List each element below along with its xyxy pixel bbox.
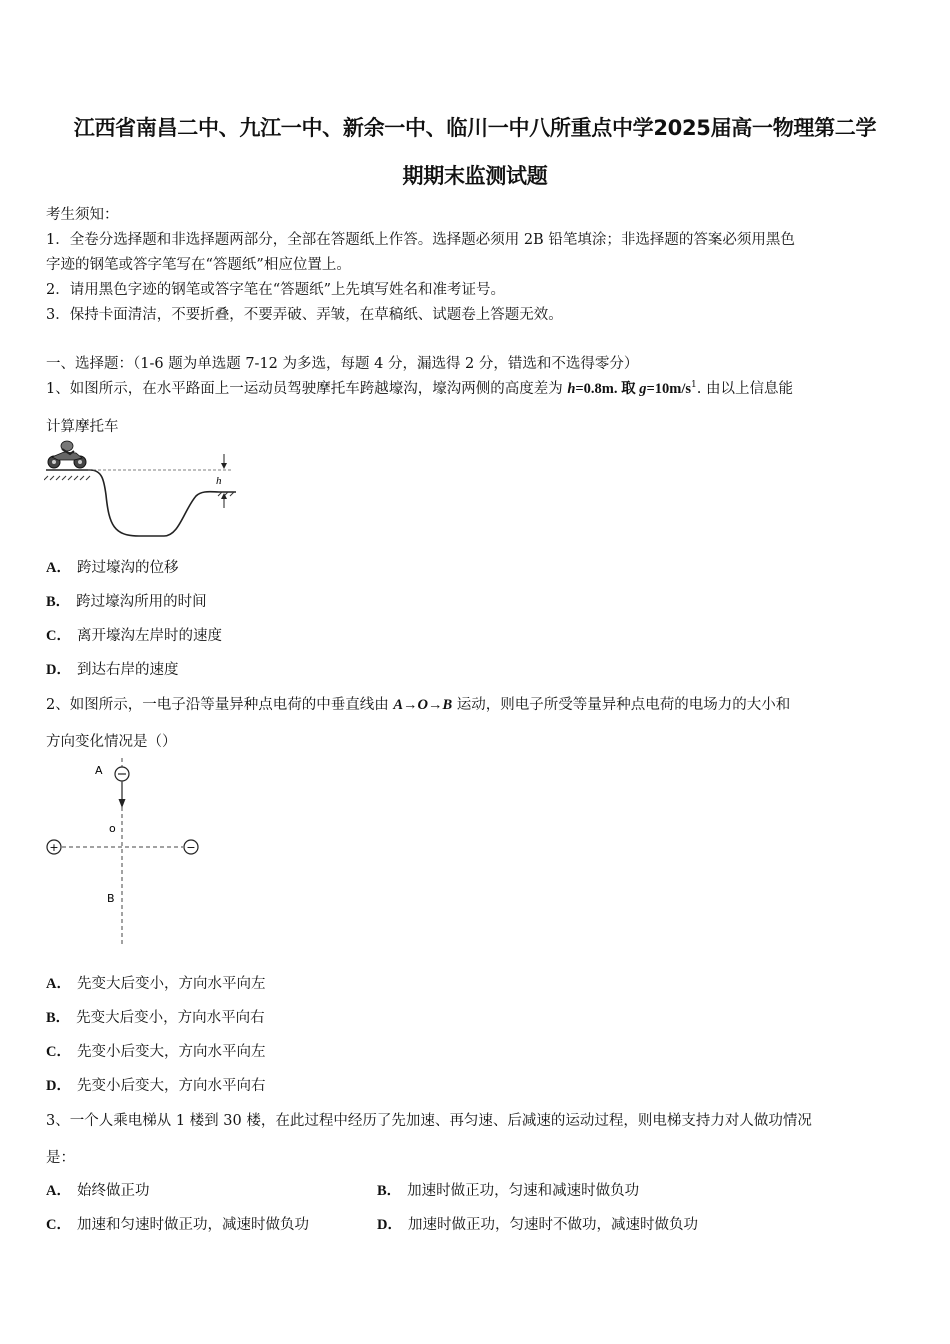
section-heading: 一、选择题：（1-6 题为单选题 7-12 为多选，每题 4 分，漏选得 2 分，错选和不选得零分） [46,356,639,372]
q3-stem: 3、一个人乘电梯从 1 楼到 30 楼，在此过程中经历了先加速、再匀速、后减速的运动过程，则电梯支持力对人做功情况 [46,1113,812,1129]
option-letter: C． [46,1217,71,1233]
option-text: 跨过壕沟的位移 [76,560,179,576]
q1-stem-part: =0.8m. 取 [575,381,640,397]
option-text: 到达右岸的速度 [76,662,179,678]
option-text: 加速和匀速时做正功，减速时做负功 [76,1217,309,1233]
q1-stem-part: . 由以上信息能 [696,381,793,397]
q1-option-b[interactable] [46,590,207,611]
motorcycle-icon [48,441,86,468]
q2-option-d[interactable] [46,1074,265,1095]
q1-stem-part: =10m/s [646,381,692,397]
page-title-line2: 期期末监测试题 [402,164,548,188]
option-letter: B． [46,1010,71,1026]
q2-stem-part: 2、如图所示，一电子沿等量异种点电荷的中垂直线由 [46,697,394,713]
q1-option-d[interactable] [46,658,178,679]
option-text: 先变小后变大，方向水平向右 [76,1078,266,1094]
q2-figure [40,758,210,948]
option-text: 先变大后变小，方向水平向左 [76,976,266,992]
option-text: 先变大后变小，方向水平向右 [76,1010,265,1026]
q1-exponent: 1 [691,380,697,391]
q1-stem-cont: 计算摩托车 [46,419,119,435]
notice-item-1-cont: 字迹的钢笔或答字笔写在“答题纸”相应位置上。 [46,257,351,273]
notice-heading: 考生须知： [46,207,119,223]
option-letter: B． [377,1183,402,1199]
q1-stem [46,377,793,398]
option-text: 加速时做正功，匀速时不做功，减速时做负功 [407,1217,698,1233]
option-letter: C． [46,628,71,644]
option-text: 加速时做正功，匀速和减速时做负功 [407,1183,640,1199]
q2-stem [46,693,790,714]
h-label: h [216,475,222,487]
option-letter: A． [46,976,71,992]
point-o-label: o [109,822,116,835]
point-b-label: B [107,892,115,905]
option-letter: D． [377,1217,402,1233]
point-a-label: A [95,764,103,777]
q1-h-var: h [567,381,576,397]
q1-option-c[interactable] [46,624,222,645]
q3-option-c[interactable] [46,1213,309,1234]
option-letter: B． [46,594,71,610]
q2-stem-cont: 方向变化情况是（） [46,734,177,750]
q3-option-d[interactable] [377,1213,698,1234]
q2-path: A→O→B [393,697,453,713]
option-text: 始终做正功 [76,1183,150,1199]
motion-arrowhead [119,799,126,808]
negative-sign: − [186,841,196,854]
option-text: 离开壕沟左岸时的速度 [76,628,222,644]
option-letter: C． [46,1044,71,1060]
option-letter: A． [46,560,71,576]
q2-option-c[interactable] [46,1040,265,1061]
q1-figure [44,440,244,545]
q2-stem-part: 运动，则电子所受等量异种点电荷的电场力的大小和 [452,697,791,713]
page-title: 江西省南昌二中、九江一中、新余一中、临川一中八所重点中学2025届高一物理第二学 [73,116,877,140]
option-letter: A． [46,1183,71,1199]
q3-option-a[interactable] [46,1179,149,1200]
ground-hatch-left [44,476,90,480]
q2-option-a[interactable] [46,972,265,993]
q1-g-var: g [639,381,647,397]
notice-item-3: 3．保持卡面清洁，不要折叠，不要弄破、弄皱，在草稿纸、试题卷上答题无效。 [46,307,563,323]
positive-sign: + [49,841,59,854]
q1-option-a[interactable] [46,556,178,577]
q1-stem-part: 1、如图所示，在水平路面上一运动员驾驶摩托车跨越壕沟，壕沟两侧的高度差为 [46,381,568,397]
q3-stem-cont: 是： [46,1150,75,1166]
h-arrowhead-top [221,463,227,469]
q3-option-b[interactable] [377,1179,639,1200]
option-letter: D． [46,1078,71,1094]
notice-item-2: 2．请用黑色字迹的钢笔或答字笔在“答题纸”上先填写姓名和准考证号。 [46,282,506,298]
q2-option-b[interactable] [46,1006,265,1027]
option-text: 跨过壕沟所用的时间 [76,594,207,610]
notice-item-1: 1．全卷分选择题和非选择题两部分，全部在答题纸上作答。选择题必须用 2B 铅笔填涂；非选择题的答案必须用黑色 [46,232,795,248]
option-text: 先变小后变大，方向水平向左 [76,1044,266,1060]
option-letter: D． [46,662,71,678]
